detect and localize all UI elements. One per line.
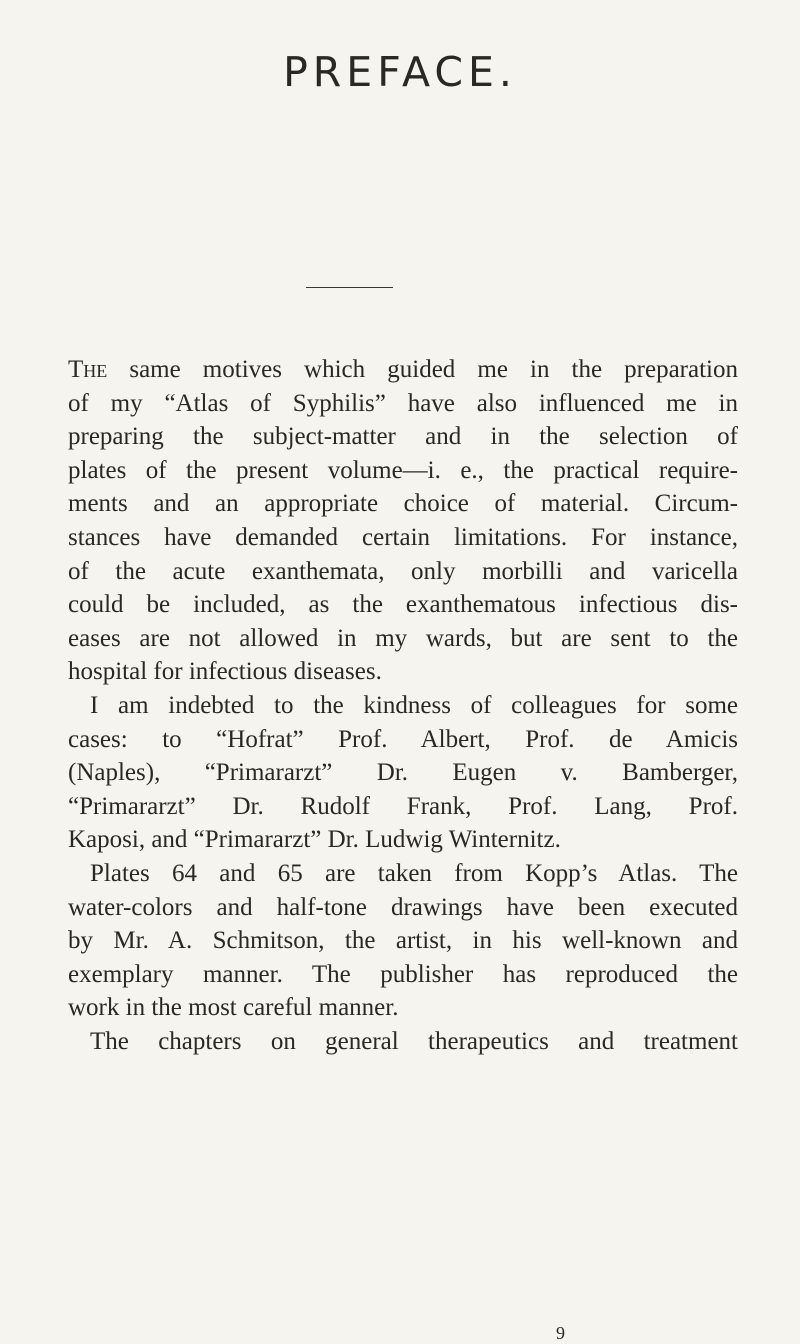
page-number: 9 (556, 1323, 565, 1343)
text-line: Kaposi, and “Primararzt” Dr. Ludwig Winternitz. (68, 826, 561, 854)
text-line: Plates 64 and 65 are taken from Kopp’s Atlas. The (90, 859, 738, 887)
text-line: eases are not allowed in my wards, but are sent to the (68, 624, 738, 652)
text-line: work in the most careful manner. (68, 994, 399, 1022)
text-line: preparing the subject-matter and in the selection of (68, 423, 738, 451)
text-line: by Mr. A. Schmitson, the artist, in his well-known and (68, 927, 738, 955)
heading-rule (306, 287, 393, 288)
text-line: hospital for infectious diseases. (68, 658, 382, 686)
paragraph-1 (68, 353, 738, 689)
text-line: ments and an appropriate choice of material. Circum- (68, 490, 738, 518)
text-line: The same motives which guided me in the preparation (68, 356, 738, 383)
page-heading: PREFACE. (283, 48, 517, 96)
text-line: exemplary manner. The publisher has reproduced the (68, 960, 738, 988)
paragraph-2 (68, 689, 738, 857)
text-line: stances have demanded certain limitations. For instance, (68, 523, 738, 551)
text-line: could be included, as the exanthematous infectious dis- (68, 591, 738, 619)
opening-word: The (68, 356, 108, 383)
preface-text (68, 353, 738, 1058)
text-line: I am indebted to the kindness of colleagues for some (90, 691, 738, 719)
text-line: plates of the present volume—i. e., the practical require- (68, 456, 738, 484)
text-line: of my “Atlas of Syphilis” have also influenced me in (68, 389, 738, 417)
text-line: water-colors and half-tone drawings have been executed (68, 893, 738, 921)
text-line: cases: to “Hofrat” Prof. Albert, Prof. de Amicis (68, 725, 738, 753)
paragraph-3 (68, 857, 738, 1025)
text-line: The chapters on general therapeutics and treatment (90, 1027, 738, 1055)
paragraph-4 (68, 1025, 738, 1059)
text-line: of the acute exanthemata, only morbilli and varicella (68, 557, 738, 585)
text-line: (Naples), “Primararzt” Dr. Eugen v. Bamberger, (68, 759, 738, 787)
text-line: “Primararzt” Dr. Rudolf Frank, Prof. Lang, Prof. (68, 792, 738, 820)
